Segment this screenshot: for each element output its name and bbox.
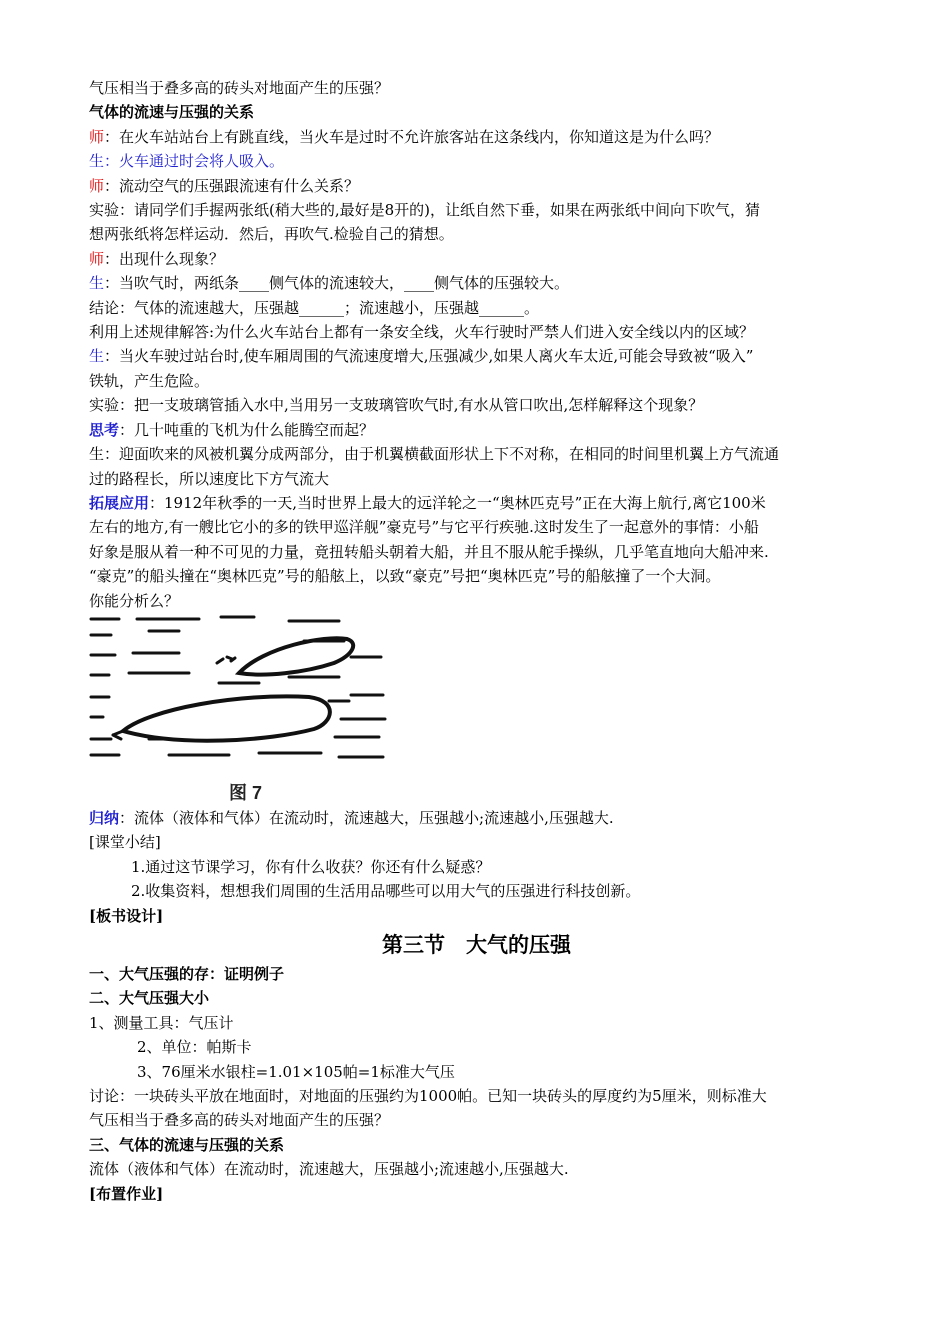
text-run: 三、气体的流速与压强的关系 [89,1135,285,1154]
text-run: 结论：气体的流速越大，压强越______；流速越小，压强越______。 [89,298,540,317]
text-run: 师 [89,127,105,146]
text-run: 生 [89,274,105,293]
text-line [89,1035,864,1059]
text-line [89,806,864,830]
text-line [89,1133,864,1157]
text-line [89,393,864,417]
text-run: 思考 [89,420,120,439]
text-run: [板书设计] [89,906,164,925]
text-run: ：当火车驶过站台时,使车厢周围的气流速度增大,压强减少,如果人离火车太近,可能会导致被“吸入” [104,347,754,366]
text-line [89,1182,864,1206]
text-line [89,830,864,854]
text-line [89,1157,864,1181]
text-line [89,986,864,1010]
text-run: 好象是服从着一种不可见的力量，竟扭转船头朝着大船，并且不服从舵手操纵，几乎笔直地向大船冲来. [89,542,769,561]
text-run: “豪克”的船头撞在“奥林匹克”号的船舷上，以致“豪克”号把“奥林匹克”号的船舷撞了一个大洞。 [89,567,721,586]
text-line [89,879,864,903]
text-run: 气压相当于叠多高的砖头对地面产生的压强？ [89,79,390,97]
text-line [89,540,864,564]
text-line [89,1084,864,1108]
text-run: 1.通过这节课学习，你有什么收获？你还有什么疑惑？ [131,857,491,876]
text-run: ：流体（液体和气体）在流动时，流速越大，压强越小;流速越小,压强越大. [119,808,614,827]
text-line [89,174,864,198]
text-run: 师 [89,249,105,268]
text-run: ：几十吨重的飞机为什么能腾空而起？ [119,420,375,439]
text-line [89,125,864,149]
text-run: 归纳 [89,808,120,827]
section-summary [89,806,864,928]
text-line [89,320,864,344]
ships-illustration [89,613,389,806]
text-run: 过的路程长，所以速度比下方气流大 [89,469,330,488]
text-run: 师 [89,176,105,195]
text-run: ：当吹气时，两纸条____侧气体的流速较大，____侧气体的压强较大。 [104,274,570,293]
text-line [89,1011,864,1035]
text-line [89,1108,864,1132]
text-run: 你能分析么？ [89,591,180,610]
text-run: 2.收集资料，想想我们周围的生活用品哪些可以用大气的压强进行科技创新。 [131,882,641,901]
text-run: 生：迎面吹来的风被机翼分成两部分，由于机翼横截面形状上下不对称，在相同的时间里机翼上方气流通 [89,445,780,464]
figure-ships [89,613,864,806]
section-lesson-text [89,76,864,613]
text-line [89,855,864,879]
section-board-design [89,962,864,1206]
text-run: [布置作业] [89,1184,164,1203]
text-line [89,1060,864,1084]
text-run: 拓展应用 [89,493,150,512]
text-run: [课堂小结] [89,833,161,852]
text-run: 生 [89,152,105,171]
text-run: 气体的流速与压强的关系 [89,103,255,122]
text-line [89,564,864,588]
text-line [89,222,864,246]
text-line [89,442,864,466]
text-line [89,76,864,100]
text-run: 实验：请同学们手握两张纸(稍大些的,最好是8开的)，让纸自然下垂，如果在两张纸中间向下吹气，猜 [89,201,761,220]
text-line [89,369,864,393]
text-line [89,515,864,539]
text-run: 想两张纸将怎样运动．然后，再吹气.检验自己的猜想。 [89,225,454,244]
text-line [89,344,864,368]
document-page [89,76,864,1206]
text-line [89,491,864,515]
text-line [89,418,864,442]
text-run: 气压相当于叠多高的砖头对地面产生的压强？ [89,1111,390,1130]
text-line [89,296,864,320]
figure-caption: 图 7 [229,782,263,803]
text-run: 利用上述规律解答:为什么火车站台上都有一条安全线，火车行驶时严禁人们进入安全线以内的区域？ [89,323,755,342]
text-line [89,904,864,928]
board-title: 第三节 大气的压强 [382,931,571,957]
text-run: 讨论：一块砖头平放在地面时，对地面的压强约为1000帕。已知一块砖头的厚度约为5厘米，则标准大 [89,1087,767,1105]
text-run: ：在火车站站台上有跳直线，当火车是过时不允许旅客站在这条线内，你知道这是为什么吗？ [104,127,720,146]
text-line [89,271,864,295]
text-run: 2、单位：帕斯卡 [137,1038,252,1057]
text-run: 1、测量工具：气压计 [89,1013,234,1032]
text-run: 实验：把一支玻璃管插入水中,当用另一支玻璃管吹气时,有水从管口吹出,怎样解释这个现象？ [89,396,704,415]
text-run: 一、大气压强的存：证明例子 [89,964,285,983]
text-run: 生 [89,347,105,366]
text-run: 二、大气压强大小 [89,989,210,1008]
text-run: ：出现什么现象？ [104,249,225,268]
text-run: 流体（液体和气体）在流动时，流速越大，压强越小;流速越小,压强越大. [89,1160,569,1179]
text-run: ：1912年秋季的一天,当时世界上最大的远洋轮之一“奥林匹克号”正在大海上航行,离它100米 [149,493,766,512]
text-run: ：流动空气的压强跟流速有什么关系？ [104,176,360,195]
text-line [89,149,864,173]
text-line [89,100,864,124]
text-line [89,247,864,271]
text-line [89,589,864,613]
text-run: ：火车通过时会将人吸入。 [104,152,285,171]
text-line [89,198,864,222]
text-line [89,467,864,491]
text-run: 铁轨，产生危险。 [89,371,210,390]
text-run: 左右的地方,有一艘比它小的多的铁甲巡洋舰”豪克号”与它平行疾驰.这时发生了一起意外的事情：小船 [89,518,759,537]
text-run: 3、76厘米水银柱=1.01×105帕=1标准大气压 [137,1062,455,1081]
text-line [89,962,864,986]
